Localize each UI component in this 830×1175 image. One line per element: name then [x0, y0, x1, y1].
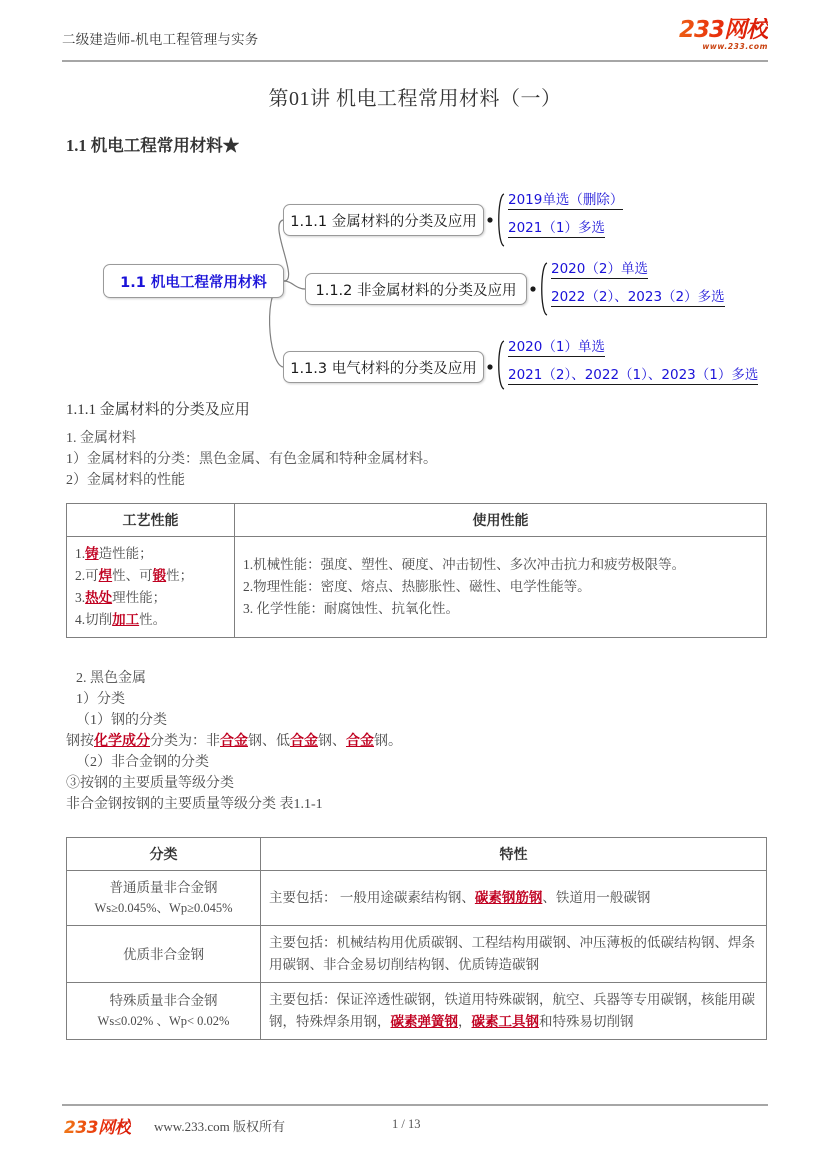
table1-cell-usage — [235, 537, 767, 638]
exam-annotation-111-2: 2021（1）多选 — [508, 216, 605, 238]
exam-annotation-111-1: 2019单选（删除） — [508, 188, 623, 210]
desc-seg-a: 主要包括： 一般用途碳素结构钢、 — [269, 890, 475, 905]
process-item-1 — [75, 543, 226, 565]
mindmap-node-112-label: 1.1.2 非金属材料的分类及应用 — [315, 282, 517, 299]
mindmap-node-112[interactable] — [305, 273, 527, 305]
mindmap-root-node[interactable] — [103, 264, 284, 298]
seg-a: 钢按 — [66, 734, 94, 749]
keyword-duan: 锻 — [152, 568, 167, 583]
keyword-zhu: 铸 — [85, 546, 99, 561]
table2-cell-desc-1 — [261, 871, 767, 926]
footer-divider — [62, 1104, 768, 1106]
text-metal-properties: 2）金属材料的性能 — [66, 473, 185, 488]
keyword-alloy-1: 合金 — [220, 734, 248, 749]
seg-c: 钢、低 — [248, 734, 290, 749]
category-name: 普通质量非合金钢 — [109, 880, 218, 895]
desc-seg-b: 和特殊易切削钢 — [539, 1014, 634, 1029]
text-table-caption: 非合金钢按钢的主要质量等级分类 表1.1-1 — [66, 797, 323, 812]
keyword-alloy-3: 合金 — [346, 734, 374, 749]
text-quality-grade: ③按钢的主要质量等级分类 — [66, 776, 234, 791]
desc-seg-a: 主要包括：机械结构用优质碳钢、工程结构用碳钢、冲压薄板的低碳结构钢、焊条用碳钢、非合金易切削结构钢、优质铸造碳钢 — [269, 935, 755, 972]
footer-copyright: www.233.com 版权所有 — [154, 1119, 285, 1134]
table-row — [67, 504, 767, 537]
keyword-chemical-composition: 化学成分 — [94, 734, 150, 749]
table1-header-usage: 使用性能 — [235, 504, 767, 537]
mindmap-diagram — [0, 178, 830, 390]
category-name: 优质非合金钢 — [123, 946, 204, 962]
table2-cell-desc-2 — [261, 926, 767, 983]
keyword-carbon-tool-steel: 碳素工具钢 — [471, 1014, 539, 1029]
header-divider — [62, 60, 768, 62]
text-metal-classification: 1）金属材料的分类：黑色金属、有色金属和特种金属材料。 — [66, 452, 437, 467]
category-spec: Ws≥0.045%、Wp≥0.045% — [94, 901, 233, 915]
section-title: 1.1 机电工程常用材料★ — [66, 136, 240, 155]
item-rest: 性； — [166, 568, 194, 583]
page-number: 1 / 13 — [392, 1117, 421, 1131]
brand-logo — [656, 18, 768, 58]
table1-cell-process — [67, 537, 235, 638]
exam-annotation-112-1: 2020（2）单选 — [551, 257, 648, 279]
table2-header-characteristics: 特性 — [261, 838, 767, 871]
table-row — [67, 537, 767, 638]
brand-logo-text: 233网校 — [656, 18, 768, 43]
mindmap-root-label: 1.1 机电工程常用材料 — [120, 274, 267, 291]
keyword-carbon-spring-steel: 碳素弹簧钢 — [390, 1014, 458, 1029]
item-pre: 可 — [85, 568, 99, 583]
heading-1-1-1: 1.1.1 金属材料的分类及应用 — [66, 402, 250, 418]
process-item-4 — [75, 609, 226, 631]
text-metal-materials: 1. 金属材料 — [66, 431, 136, 446]
keyword-jiagong: 加工 — [112, 612, 140, 627]
item-num: 2. — [75, 568, 86, 583]
table2-cell-category-3 — [67, 983, 261, 1040]
table-row — [67, 838, 767, 871]
brand-logo-url: www.233.com — [702, 42, 768, 51]
footer-brand-logo: 233网校 — [64, 1113, 131, 1138]
table2-cell-category-2 — [67, 926, 261, 983]
item-rest: 性。 — [139, 612, 167, 627]
exam-annotation-112-2: 2022（2）、2023（2）多选 — [551, 285, 725, 307]
text-nonalloy-classification: （2）非合金钢的分类 — [76, 755, 209, 770]
seg-e: 钢。 — [374, 734, 402, 749]
seg-d: 钢、 — [318, 734, 346, 749]
usage-item-3: 3. 化学性能：耐腐蚀性、抗氧化性。 — [243, 601, 459, 616]
text-chemical-composition — [66, 731, 402, 752]
mindmap-node-113[interactable] — [283, 351, 484, 383]
table2-header-category: 分类 — [67, 838, 261, 871]
keyword-alloy-2: 合金 — [290, 734, 318, 749]
table1-header-process: 工艺性能 — [67, 504, 235, 537]
text-ferrous-metal: 2. 黑色金属 — [76, 671, 146, 686]
course-title: 二级建造师-机电工程管理与实务 — [62, 32, 259, 47]
item-num: 1. — [75, 546, 86, 561]
item-pre: 切削 — [85, 612, 113, 627]
usage-item-2: 2.物理性能：密度、熔点、热膨胀性、磁性、电学性能等。 — [243, 579, 591, 594]
table-row — [67, 926, 767, 983]
table-nonalloy-steel-grades — [66, 837, 767, 1040]
category-name: 特殊质量非合金钢 — [109, 993, 218, 1008]
keyword-han: 焊 — [98, 568, 113, 583]
keyword-carbon-rebar-steel: 碳素钢筋钢 — [474, 890, 543, 905]
mindmap-node-113-label: 1.1.3 电气材料的分类及应用 — [290, 360, 477, 377]
desc-seg-b: 、铁道用一般碳钢 — [542, 890, 651, 905]
text-steel-classification: （1）钢的分类 — [76, 713, 167, 728]
table-row — [67, 983, 767, 1040]
item-num: 3. — [75, 590, 86, 605]
page-title: 第01讲 机电工程常用材料（一） — [268, 88, 562, 110]
text-classification: 1）分类 — [76, 692, 125, 707]
exam-annotation-113-2: 2021（2）、2022（1）、2023（1）多选 — [508, 363, 758, 385]
seg-b: 分类为：非 — [150, 734, 220, 749]
exam-annotation-113-1: 2020（1）单选 — [508, 335, 605, 357]
desc-seg-a: 主要包括：保证淬透性碳钢，铁道用特殊碳钢，航空、兵器等专用碳钢，核能用碳钢，特殊焊条用钢， — [269, 992, 755, 1029]
process-item-2 — [75, 565, 226, 587]
item-rest: 理性能； — [112, 590, 167, 605]
table2-cell-category-1 — [67, 871, 261, 926]
page-footer — [62, 1112, 768, 1138]
desc-seg-mid: ， — [458, 1014, 472, 1029]
category-spec: Ws≤0.02% 、Wp< 0.02% — [97, 1014, 230, 1028]
item-mid: 性、可 — [112, 568, 153, 583]
table-material-properties — [66, 503, 767, 638]
table-row — [67, 871, 767, 926]
mindmap-node-111[interactable] — [283, 204, 484, 236]
item-num: 4. — [75, 612, 86, 627]
usage-item-1: 1.机械性能：强度、塑性、硬度、冲击韧性、多次冲击抗力和疲劳极限等。 — [243, 557, 686, 572]
table2-cell-desc-3 — [261, 983, 767, 1040]
page-header — [62, 17, 768, 62]
process-item-3 — [75, 587, 226, 609]
mindmap-node-111-label: 1.1.1 金属材料的分类及应用 — [290, 213, 477, 230]
item-rest: 造性能； — [98, 546, 153, 561]
keyword-rechu: 热处 — [85, 590, 113, 605]
